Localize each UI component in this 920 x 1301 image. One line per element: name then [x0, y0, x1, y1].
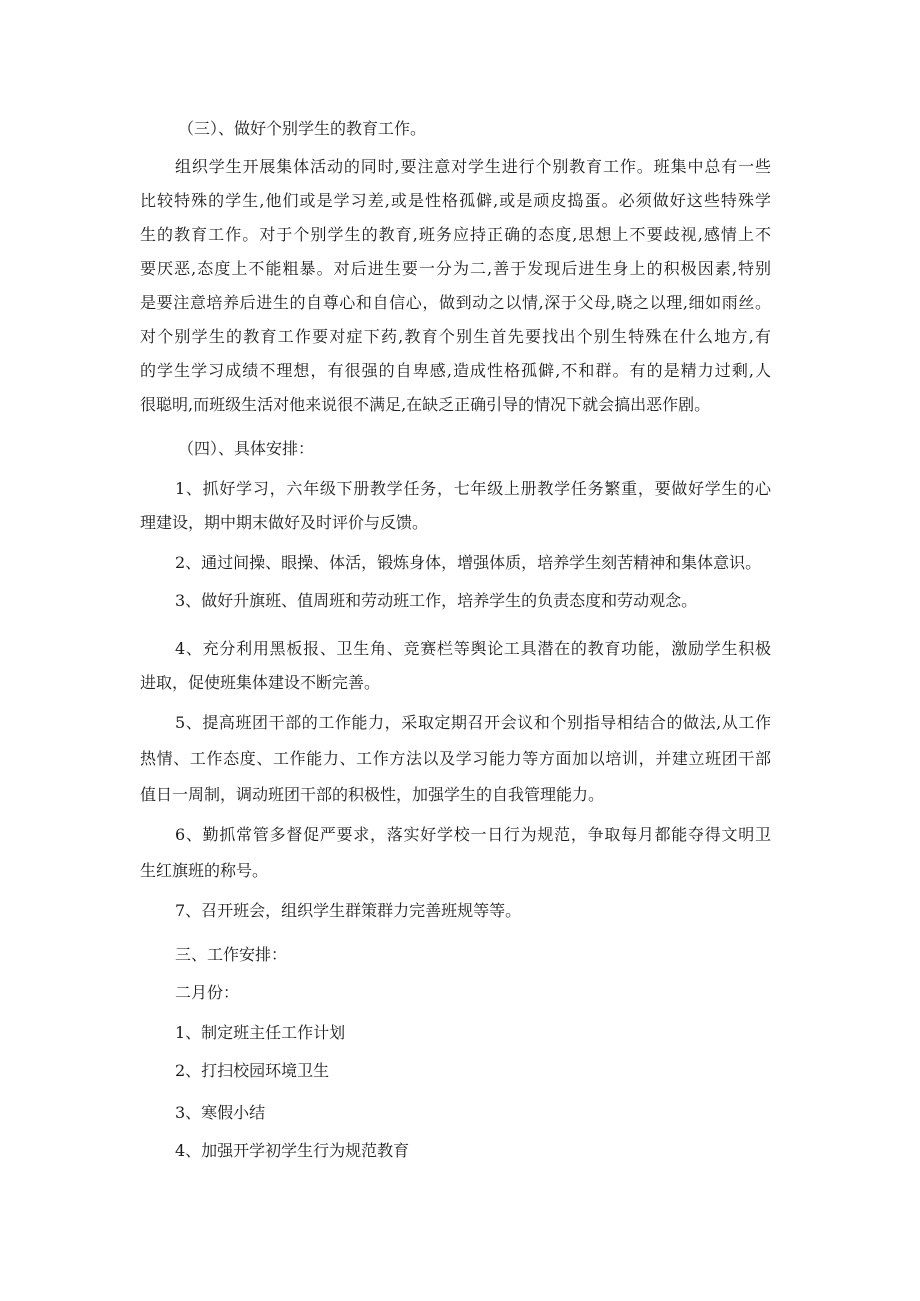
feb-item: 1、制定班主任工作计划: [175, 1023, 346, 1042]
paragraph-line: 是要注意培养后进生的自尊心和自信心，做到动之以情,深于父母,晓之以理,细如雨丝。: [140, 293, 771, 312]
list-item: 进取，促使班集体建设不断完善。: [140, 673, 381, 692]
feb-item: 4、加强开学初学生行为规范教育: [175, 1141, 410, 1160]
feb-item: 2、打扫校园环境卫生: [175, 1061, 330, 1080]
paragraph-line: 要厌恶,态度上不能粗暴。对后进生要一分为二,善于发现后进生身上的积极因素,特别: [140, 259, 771, 278]
list-item: 5、提高班团干部的工作能力，采取定期召开会议和个别指导相结合的做法,从工作: [175, 713, 771, 732]
paragraph-line: 很聪明,而班级生活对他来说很不满足,在缺乏正确引导的情况下就会搞出恶作剧。: [140, 395, 711, 414]
paragraph-line: 对个别学生的教育工作要对症下药,教育个别生首先要找出个别生特殊在什么地方,有: [140, 327, 771, 346]
list-item: 7、召开班会，组织学生群策群力完善班规等等。: [175, 901, 522, 920]
paragraph-line: 生的教育工作。对于个别学生的教育,班务应持正确的态度,思想上不要歧视,感情上不: [140, 225, 771, 244]
list-item: 生红旗班的称号。: [140, 861, 269, 880]
list-item: 值日一周制，调动班团干部的积极性，加强学生的自我管理能力。: [140, 785, 605, 804]
list-item: 6、勤抓常管多督促严要求，落实好学校一日行为规范，争取每月都能夺得文明卫: [175, 825, 771, 844]
list-item: 理建设，期中期末做好及时评价与反馈。: [140, 513, 429, 532]
list-item: 3、做好升旗班、值周班和劳动班工作，培养学生的负责态度和劳动观念。: [175, 591, 698, 610]
month-heading: 二月份：: [175, 983, 240, 1002]
paragraph-line: 组织学生开展集体活动的同时,要注意对学生进行个别教育工作。班集中总有一些: [175, 157, 771, 176]
work-heading: 三、工作安排：: [175, 945, 288, 964]
paragraph-line: 比较特殊的学生,他们或是学习差,或是性格孤僻,或是顽皮捣蛋。必须做好这些特殊学: [140, 191, 771, 210]
list-item: 2、通过间操、眼操、体活，锻炼身体，增强体质，培养学生刻苦精神和集体意识。: [175, 553, 762, 572]
list-item: 1、抓好学习，六年级下册教学任务，七年级上册教学任务繁重，要做好学生的心: [175, 479, 771, 498]
section3-heading: （三）、做好个别学生的教育工作。: [178, 119, 427, 138]
section4-heading: （四）、具体安排：: [178, 439, 315, 458]
paragraph-line: 的学生学习成绩不理想，有很强的自卑感,造成性格孤僻,不和群。有的是精力过剩,人: [140, 361, 771, 380]
list-item: 热情、工作态度、工作能力、工作方法以及学习能力等方面加以培训，并建立班团干部: [140, 749, 771, 768]
feb-item: 3、寒假小结: [175, 1103, 266, 1122]
list-item: 4、充分利用黑板报、卫生角、竞赛栏等舆论工具潜在的教育功能，激励学生积极: [175, 639, 771, 658]
